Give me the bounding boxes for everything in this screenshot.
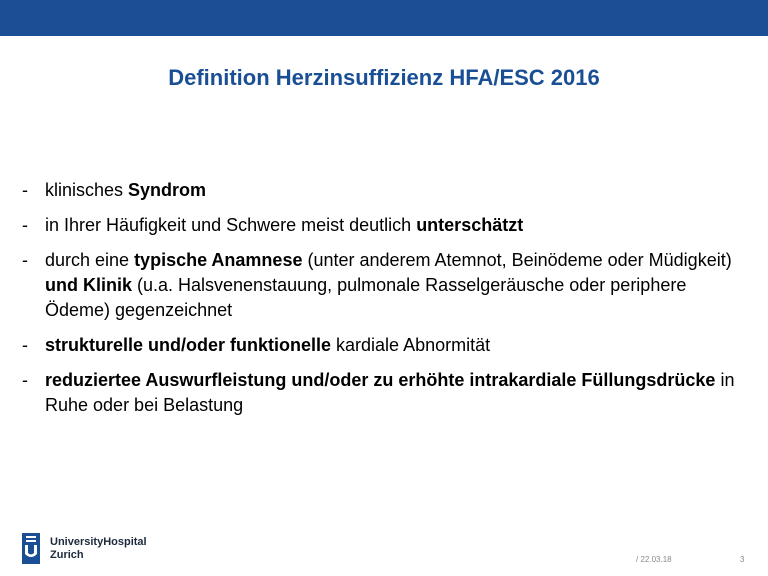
bullet-text: (unter anderem Atemnot, Beinödeme oder Müdigkeit) (302, 250, 732, 270)
bullet-dash: - (22, 335, 28, 355)
bullet-item (22, 213, 742, 238)
bullet-text-bold: strukturelle und/oder funktionelle (45, 335, 332, 355)
footer-date: / 22.03.18 (636, 555, 672, 564)
bullet-text: in Ruhe oder bei Belastung (45, 370, 735, 415)
bullet-text: kardiale Abnormität (331, 335, 491, 355)
bullet-dash: - (22, 250, 28, 270)
bullet-text-bold: unterschätzt (416, 215, 524, 235)
logo-text (50, 536, 147, 562)
bullet-list (22, 178, 742, 428)
bullet-item (22, 333, 742, 358)
page-number: 3 (740, 555, 745, 564)
bullet-text-bold: typische Anamnese (134, 250, 303, 270)
bullet-item (22, 178, 742, 203)
usz-logo-icon (22, 533, 40, 564)
slide-title: Definition Herzinsuffizienz HFA/ESC 2016 (168, 65, 600, 90)
bullet-dash: - (22, 215, 28, 235)
logo-line-1: UniversityHospital (50, 536, 147, 548)
bullet-text: durch eine (45, 250, 135, 270)
bullet-dash: - (22, 180, 28, 200)
bullet-text: (u.a. Halsvenenstauung, pulmonale Rasselgeräusche oder periphere Ödeme) gegenzeichnet (45, 275, 687, 320)
logo-line-2: Zurich (50, 549, 84, 561)
bullet-item (22, 368, 742, 418)
bullet-text-bold: reduziertee Auswurfleistung und/oder zu erhöhte intrakardiale Füllungsdrücke (45, 370, 716, 390)
top-banner (0, 0, 768, 36)
bullet-text: in Ihrer Häufigkeit und Schwere meist deutlich (45, 215, 417, 235)
bullet-text-bold: und Klinik (45, 275, 132, 295)
bullet-dash: - (22, 370, 28, 390)
bullet-text-bold: Syndrom (128, 180, 207, 200)
bullet-item (22, 248, 742, 323)
bullet-text: klinisches (45, 180, 129, 200)
